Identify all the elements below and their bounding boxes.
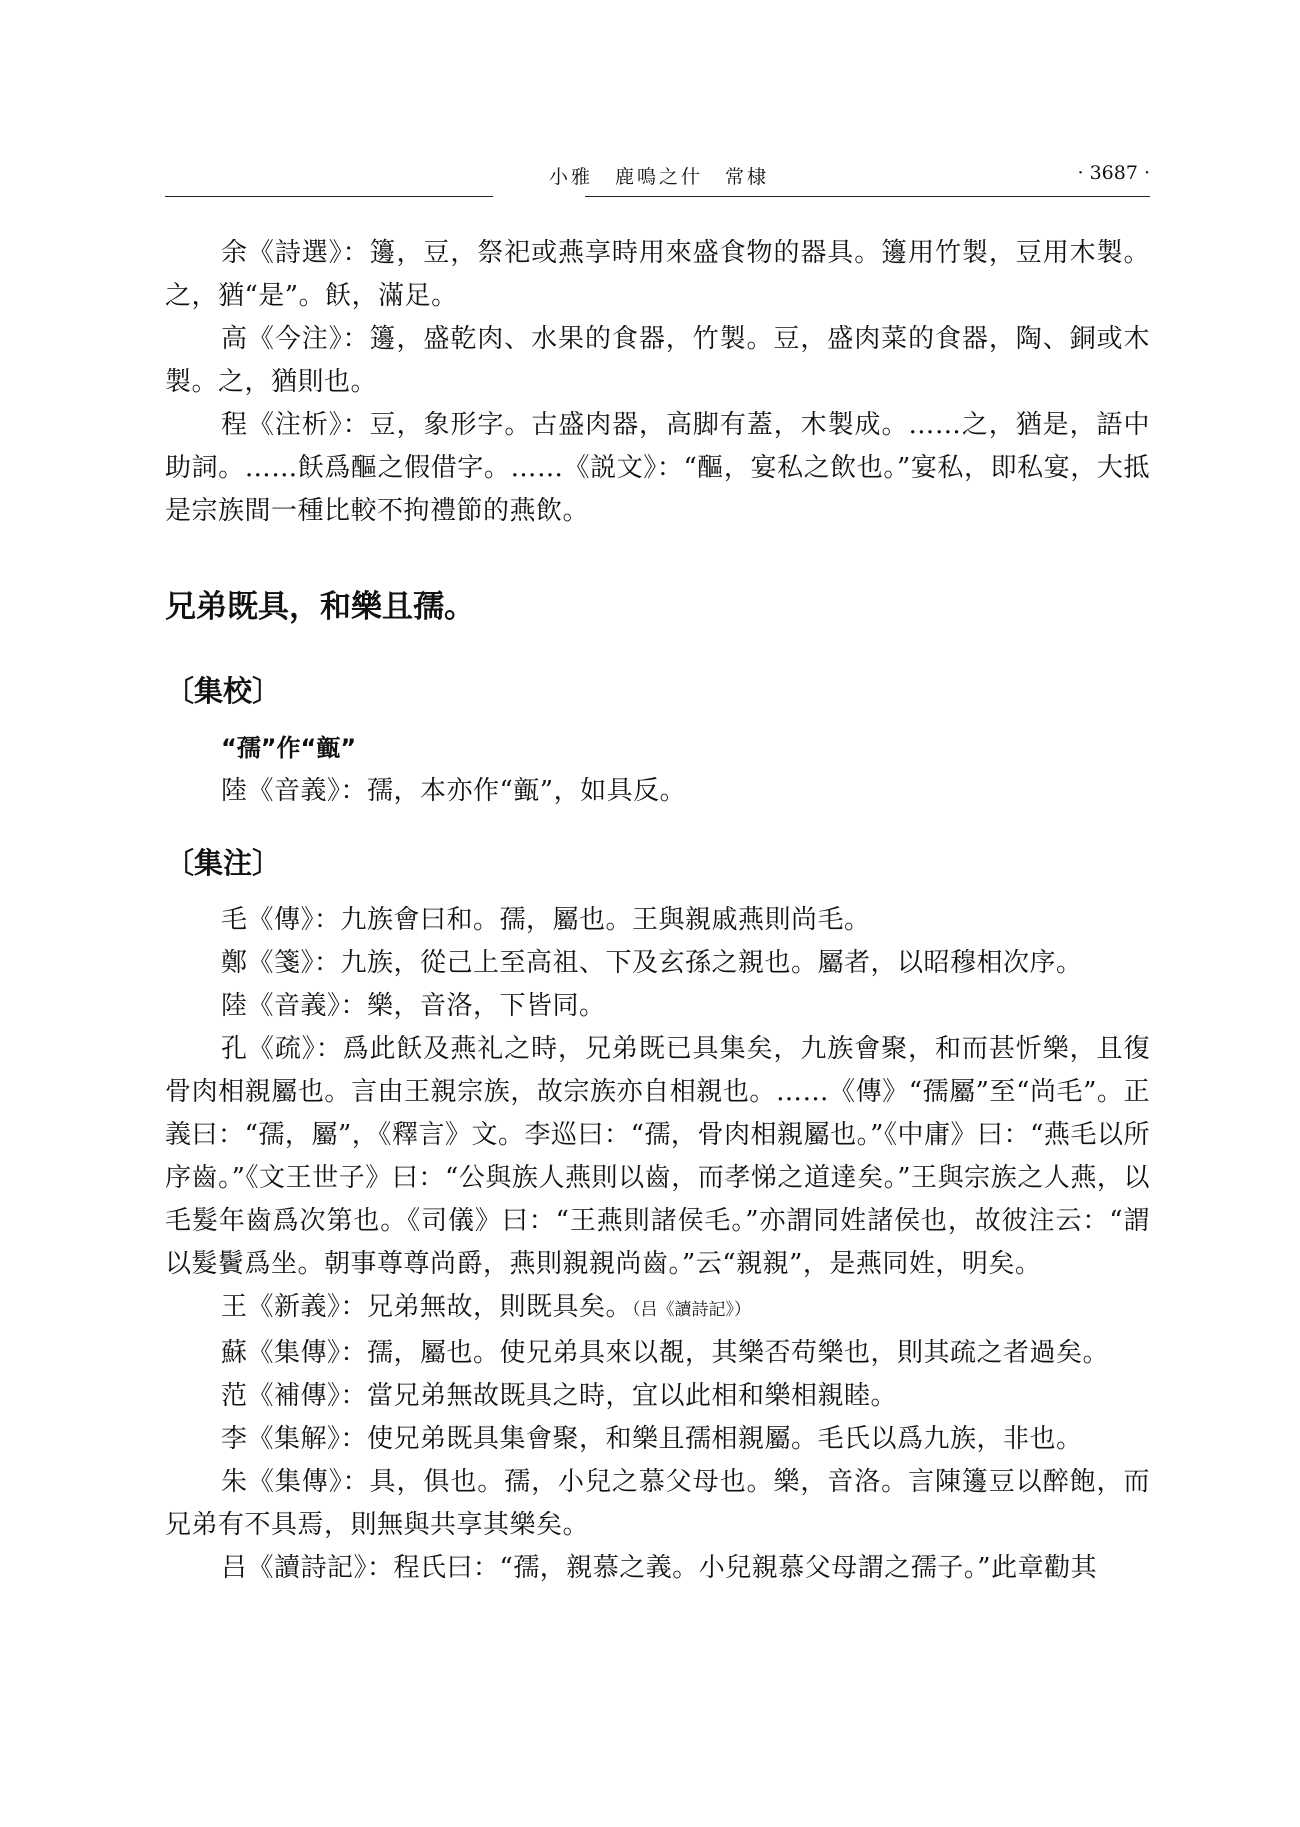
paragraph-lu-yinyi: 陸《音義》：樂，音洛，下皆同。 [221, 991, 606, 1021]
main-content [165, 232, 1150, 1590]
running-header [165, 162, 1150, 202]
header-title: 小雅 鹿鳴之什 常棣 [549, 166, 770, 188]
page-number: · 3687 · [1077, 162, 1150, 184]
paragraph-mao-zhuan: 毛《傳》：九族會曰和。孺，屬也。王與親戚燕則尚毛。 [221, 905, 871, 935]
paragraph-kong-shu: 孔《疏》：爲此飫及燕礼之時，兄弟既已具集矣，九族會聚，和而甚忻樂，且復骨肉相親屬也。言由王親宗族，故宗族亦自相親也。……《傳》“孺屬”至“尚毛”。正義曰：“孺，屬”，《釋言》文。李巡曰：“孺，骨肉相親屬也。”《中庸》曰：“燕毛以所序齒。”《文王世子》曰：“公與族人燕則以齒，而孝悌之道達矣。”王與宗族之人燕，以毛髮年齒爲次第也。《司儀》曰：“王燕則諸侯毛。”亦謂同姓諸侯也，故彼注云：“謂以髮鬢爲坐。朝事尊尊尚爵，燕則親親尚齒。”云“親親”，是燕同姓，明矣。 [165, 1034, 1150, 1279]
paragraph-lu-dushiji: 吕《讀詩記》：程氏曰：“孺，親慕之義。小兒親慕父母謂之孺子。”此章勸其 [221, 1553, 1098, 1583]
paragraph-gao-jinzhu: 高《今注》：籩，盛乾肉、水果的食器，竹製。豆，盛肉菜的食器，陶、銅或木製。之，猶則也。 [165, 324, 1150, 397]
paragraph-su-jizhuan: 蘇《集傳》：孺，屬也。使兄弟具來以覩，其樂否苟樂也，則其疏之者過矣。 [221, 1338, 1110, 1368]
paragraph-wang-xinyi [165, 1286, 1150, 1332]
header-rule-left [165, 196, 493, 197]
paragraph-zhu-jizhuan: 朱《集傳》：具，俱也。孺，小兒之慕父母也。樂，音洛。言陳籩豆以醉飽，而兄弟有不具焉，則無與共享其樂矣。 [165, 1467, 1150, 1540]
paragraph-fan-buzhuan: 范《補傳》：當兄弟無故既具之時，宜以此相和樂相親睦。 [221, 1381, 898, 1411]
variant-heading: “孺”作“㼿” [221, 734, 357, 762]
source-note: （吕《讀詩記》） [632, 1300, 752, 1320]
verse-line: 兄弟既具，和樂且孺。 [165, 589, 475, 625]
paragraph-zheng-jian: 鄭《箋》：九族，從己上至高祖、下及玄孫之親也。屬者，以昭穆相次序。 [221, 948, 1083, 978]
paragraph-li-jijie: 李《集解》：使兄弟既具集會聚，和樂且孺相親屬。毛氏以爲九族，非也。 [221, 1424, 1083, 1454]
section-heading-jijiao: 〔集校〕 [165, 674, 282, 708]
wang-xinyi-text: 王《新義》：兄弟無故，則既具矣。 [221, 1292, 633, 1322]
section-heading-jizhu: 〔集注〕 [165, 846, 282, 880]
paragraph-yu-shixuan: 余《詩選》：籩，豆，祭祀或燕享時用來盛食物的器具。籩用竹製，豆用木製。之，猶“是”。飫，滿足。 [165, 238, 1150, 311]
page [165, 0, 1150, 1827]
paragraph-cheng-zhuxi: 程《注析》：豆，象形字。古盛肉器，高脚有蓋，木製成。……之，猶是，語中助詞。……飫爲醧之假借字。……《説文》：“醧，宴私之飲也。”宴私，即私宴，大抵是宗族間一種比較不拘禮節的燕飲。 [165, 410, 1150, 526]
paragraph-lu-yinyi-jijiao: 陸《音義》：孺，本亦作“㼿”，如具反。 [221, 776, 687, 806]
header-rule-right [585, 196, 1150, 197]
